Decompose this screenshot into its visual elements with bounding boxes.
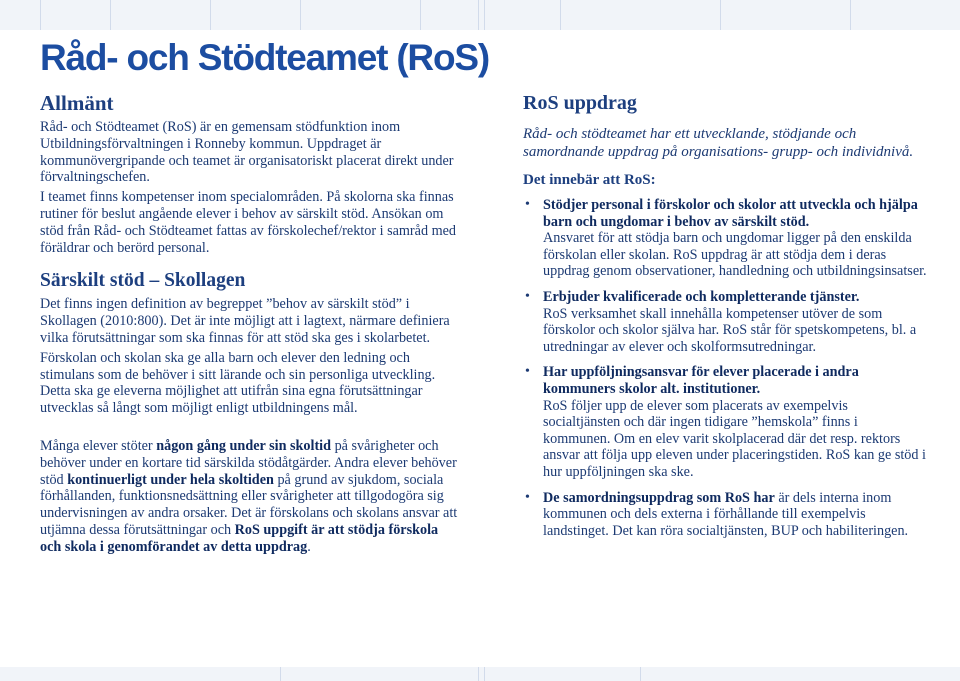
sarskilt-paragraph-2: Förskolan och skolan ska ge alla barn och elever den ledning och stimulans som de behöver i sitt lärande och sin personliga utveckling. Detta ska ge eleverna möjlighet att utifrån sina egna förutsättningar utvecklas så långt som möjligt enligt utbildningens mål. <box>40 349 436 417</box>
page-title: Råd- och Stödteamet (RoS) <box>40 37 489 78</box>
manga-elever-paragraph: Många elever stöter någon gång under sin skoltid på svårigheter och behöver under en kortare tid särskilda stödåtgärder. Andra elever behöver stöd kontinuerligt under hela skoltiden på grund av sjukdom, sociala förhållanden, funktionsnedsättning eller svårigheter att tillgodogöra sig undervisningen av andra orsaker. Det är förskolans och skolans ansvar att utjämna dessa förutsättningar och RoS uppgift är att stödja förskola och skola i genomförandet av detta uppdrag. <box>40 437 458 555</box>
innebar-subheading: Det innebär att RoS: <box>523 172 656 188</box>
list-item: • Har uppföljningsansvar för elever placerade i andra kommuners skolor alt. institutioner. RoS följer upp de elever som placerats av exempelvis socialtjänsten och där ingen tidigare ”hemskola” finns i kommunen. Om en elev varit skolplacerad där det resp. rektors ansvar att följa upp eleven under placeringstiden. RoS kan ge stöd i hur uppföljningen ska ske. <box>523 364 928 480</box>
top-decorative-band <box>0 0 960 30</box>
sarskilt-stod-heading: Särskilt stöd – Skollagen <box>40 270 246 292</box>
allmant-paragraph-2: I teamet finns kompetenser inom specialområden. På skolorna ska finnas rutiner för beslut angående elever i behov av särskilt stöd. Ansökan om stöd från Råd- och Stödteamet fattas av förskolechef/rektor i samråd med föräldrar och berörd personal. <box>40 189 457 256</box>
left-column <box>40 90 460 556</box>
ros-intro-text: Råd- och stödteamet har ett utvecklande, stödjande och samordnande uppdrag på organisations- grupp- och individnivå. <box>523 126 914 160</box>
sarskilt-paragraph-1: Det finns ingen definition av begreppet ”behov av särskilt stöd” i Skollagen (2010:800). Det är inte möjligt att i lagtext, närmare definiera vilka förutsättningar som ska finnas för att stöd ska ges i skolarbetet. <box>40 296 450 346</box>
list-item: • De samordningsuppdrag som RoS har är dels interna inom kommunen och dels externa i förhållande till exempelvis landstinget. Det kan röra socialtjänsten, BUP och habiliteringen. <box>523 490 928 540</box>
ros-uppdrag-heading: RoS uppdrag <box>523 92 637 114</box>
ros-uppdrag-list <box>523 197 928 539</box>
allmant-paragraph-1: Råd- och Stödteamet (RoS) är en gemensam stödfunktion inom Utbildningsförvaltningen i Ronneby kommun. Uppdraget är kommunövergripande och teamet är organisatoriskt placerat direkt under förvaltningschefen. <box>40 119 454 186</box>
bottom-decorative-band <box>0 667 960 681</box>
right-column <box>523 90 928 548</box>
allmant-heading: Allmänt <box>40 91 114 115</box>
list-item: • Stödjer personal i förskolor och skolor att utveckla och hjälpa barn och ungdomar i behov av särskilt stöd. Ansvaret för att stödja barn och ungdomar ligger på den enskilda förskolan eller skolan. RoS uppdrag är att stödja dem i deras uppdrag genom observationer, handledning och utbildningsinsatser. <box>523 197 928 280</box>
list-item: • Erbjuder kvalificerade och kompletterande tjänster. RoS verksamhet skall innehålla kompetenser utöver de som förskolor och skolor själva har. RoS står för spetskompetens, bl. a utredningar av elever och skolformsutredningar. <box>523 289 928 355</box>
